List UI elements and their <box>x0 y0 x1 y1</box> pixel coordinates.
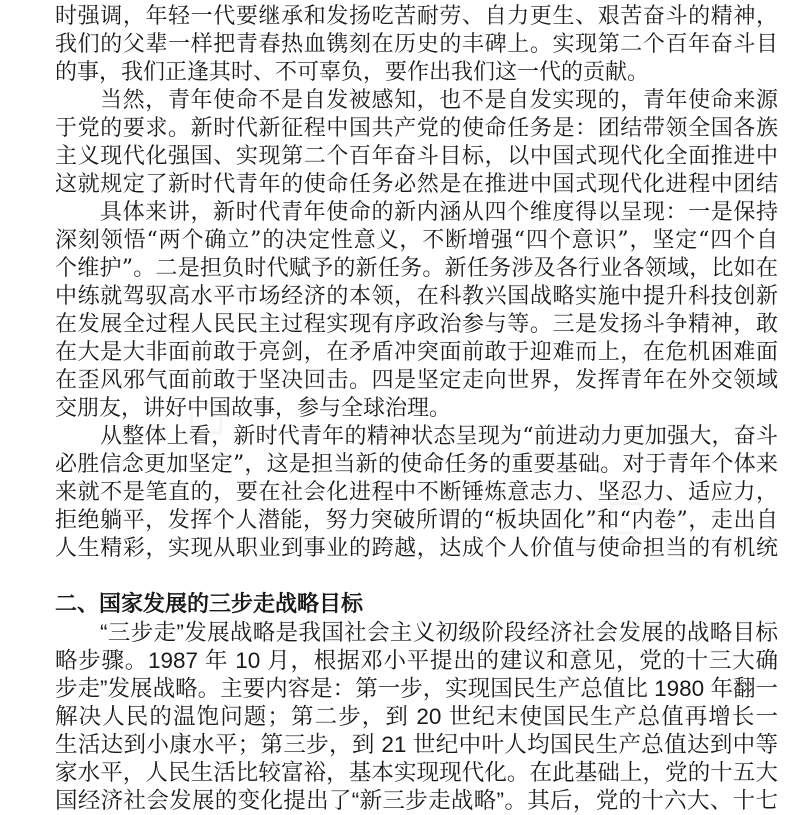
paragraph <box>55 199 778 423</box>
text-line: 生活达到小康水平；第三步，到 21 世纪中叶人均国民生产总值达到中等 <box>55 732 778 757</box>
text-line: 交朋友，讲好中国故事，参与全球治理。 <box>55 396 452 421</box>
text-line: 具体来讲，新时代青年使命的新内涵从四个维度得以呈现：一是保持 <box>100 200 778 225</box>
section-heading: 二、国家发展的三步走战略目标 <box>55 592 364 617</box>
text-line: 在发展全过程人民民主过程实现有序政治参与等。三是发扬斗争精神，敢 <box>55 312 778 337</box>
text-line: 于党的要求。新时代新征程中国共产党的使命任务是：团结带领全国各族 <box>55 116 778 141</box>
paragraph <box>55 87 778 199</box>
text-line: 略步骤。1987 年 10 月，根据邓小平提出的建议和意见，党的十三大确 <box>55 648 778 673</box>
text-line: 必胜信念更加坚定”，这是担当新的使命任务的重要基础。对于青年个体来 <box>55 452 778 477</box>
body-text-part1 <box>55 3 778 563</box>
text-line: 的事，我们正逢其时、不可辜负，要作出我们这一代的贡献。 <box>55 60 650 85</box>
text-line: 人生精彩，实现从职业到事业的跨越，达成个人价值与使命担当的有机统 <box>55 536 778 561</box>
text-line: 中练就驾驭高水平市场经济的本领，在科教兴国战略实施中提升科技创新 <box>55 284 778 309</box>
text-line: 当然，青年使命不是自发被感知，也不是自发实现的，青年使命来源 <box>100 88 778 113</box>
text-line: 我们的父辈一样把青春热血镌刻在历史的丰碑上。实现第二个百年奋斗目 <box>55 32 778 57</box>
text-line: 从整体上看，新时代青年的精神状态呈现为“前进动力更加强大，奋斗 <box>100 424 778 449</box>
text-line: 解决人民的温饱问题；第二步，到 20 世纪末使国民生产总值再增长一 <box>55 704 778 729</box>
text-line: 时强调，年轻一代要继承和发扬吃苦耐劳、自力更生、艰苦奋斗的精神， <box>55 4 778 29</box>
text-line: 主义现代化强国、实现第二个百年奋斗目标，以中国式现代化全面推进中 <box>55 144 778 169</box>
paragraph <box>55 619 778 815</box>
text-line: 在歪风邪气面前敢于坚决回击。四是坚定走向世界，发挥青年在外交领域 <box>55 368 778 393</box>
text-line: 深刻领悟“两个确立”的决定性意义，不断增强“四个意识”，坚定“四个自 <box>55 228 778 253</box>
text-line: 这就规定了新时代青年的使命任务必然是在推进中国式现代化进程中团结 <box>55 172 778 197</box>
text-line: “三步走”发展战略是我国社会主义初级阶段经济社会发展的战略目标 <box>100 620 778 645</box>
text-line: 步走”发展战略。主要内容是：第一步，实现国民生产总值比 1980 年翻一 <box>55 676 778 701</box>
text-line: 个维护”。二是担负时代赋予的新任务。新任务涉及各行业各领域，比如在 <box>55 256 778 281</box>
text-line: 家水平，人民生活比较富裕，基本实现现代化。在此基础上，党的十五大 <box>55 760 778 785</box>
document-page <box>55 3 778 815</box>
text-line: 国经济社会发展的变化提出了“新三步走战略”。其后，党的十六大、十七 <box>55 788 778 813</box>
paragraph <box>55 3 778 87</box>
text-line: 在大是大非面前敢于亮剑，在矛盾冲突面前敢于迎难而上，在危机困难面 <box>55 340 778 365</box>
text-line: 拒绝躺平，发挥个人潜能，努力突破所谓的“板块固化”和“内卷”，走出自 <box>55 508 778 533</box>
paragraph <box>55 423 778 563</box>
blank-line <box>55 563 778 591</box>
body-text-part2 <box>55 619 778 815</box>
text-line: 来就不是笔直的，要在社会化进程中不断锤炼意志力、坚忍力、适应力， <box>55 480 778 505</box>
